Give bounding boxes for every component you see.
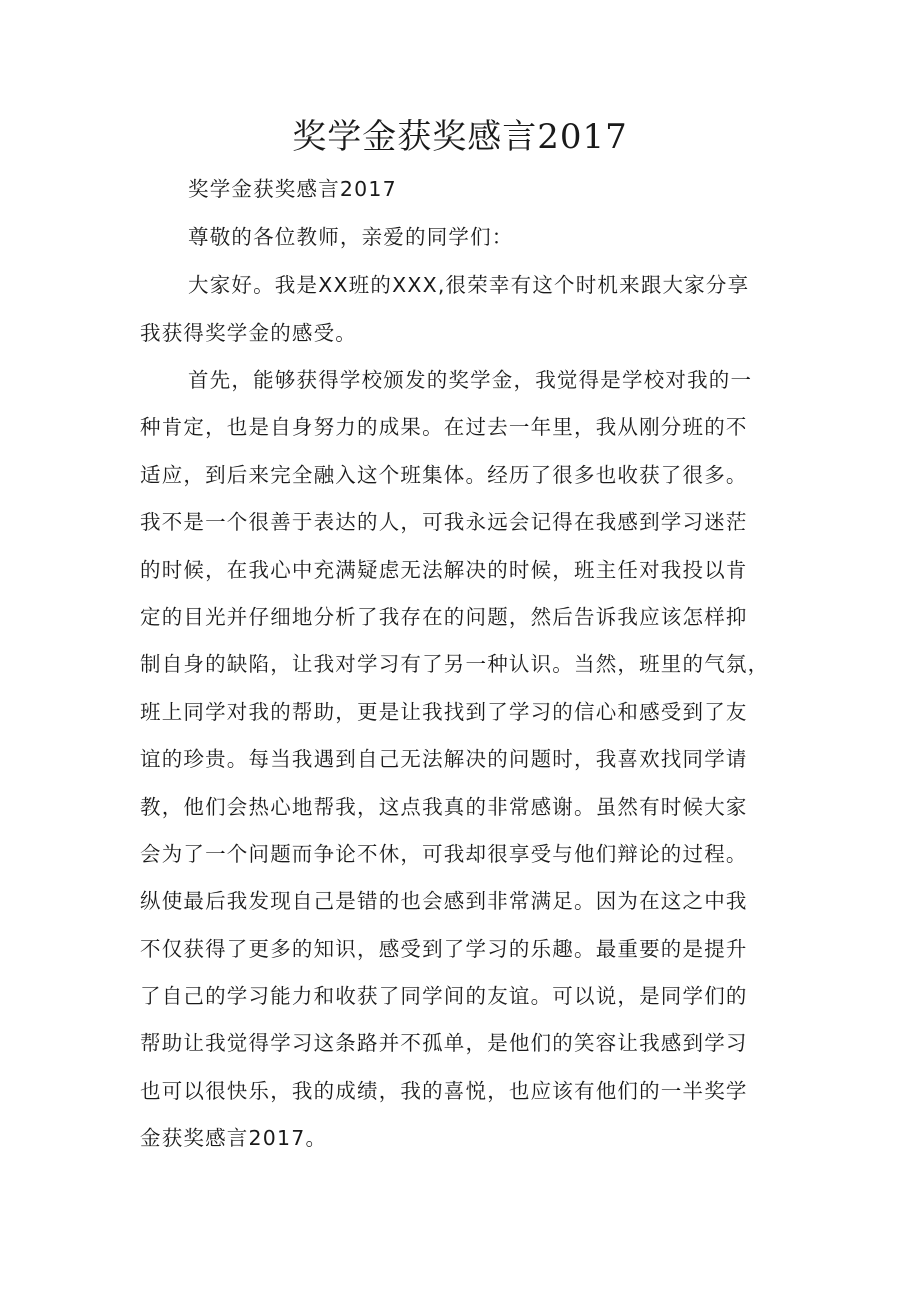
paragraph-line: 定的目光并仔细地分析了我存在的问题，然后告诉我应该怎样抑: [140, 604, 748, 629]
paragraph-line: 教，他们会热心地帮我，这点我真的非常感谢。虽然有时候大家: [140, 794, 748, 819]
paragraph-line: 我获得奖学金的感受。: [140, 320, 357, 345]
salutation-line: 尊敬的各位教师，亲爱的同学们：: [188, 225, 514, 249]
paragraph-line: 种肯定，也是自身努力的成果。在过去一年里，我从刚分班的不: [140, 415, 748, 440]
document-title: 奖学金获奖感言2017: [292, 117, 628, 157]
paragraph-line: 金获奖感言2017。: [140, 1126, 328, 1151]
subtitle-line: 奖学金获奖感言2017: [188, 177, 397, 201]
paragraph-line: 不仅获得了更多的知识，感受到了学习的乐趣。最重要的是提升: [140, 936, 748, 961]
paragraph-line: 谊的珍贵。每当我遇到自己无法解决的问题时，我喜欢找同学请: [140, 747, 748, 772]
body-paragraph: [140, 357, 792, 1163]
paragraph-line: 大家好。我是XX班的XXX,很荣幸有这个时机来跟大家分享: [188, 273, 750, 297]
paragraph-line: 我不是一个很善于表达的人，可我永远会记得在我感到学习迷茫: [140, 510, 748, 535]
paragraph-line: 的时候，在我心中充满疑虑无法解决的时候，班主任对我投以肯: [140, 557, 748, 582]
subtitle-paragraph: [140, 166, 840, 214]
paragraph-line: 也可以很快乐，我的成绩，我的喜悦，也应该有他们的一半奖学: [140, 1078, 748, 1103]
paragraph-line: 班上同学对我的帮助，更是让我找到了学习的信心和感受到了友: [140, 699, 748, 724]
salutation-paragraph: [140, 214, 840, 262]
paragraph-line: 帮助让我觉得学习这条路并不孤单，是他们的笑容让我感到学习: [140, 1031, 748, 1056]
paragraph-line: 适应，到后来完全融入这个班集体。经历了很多也收获了很多。: [140, 462, 748, 487]
paragraph-line: 制自身的缺陷，让我对学习有了另一种认识。当然，班里的气氛，: [140, 652, 770, 677]
paragraph-line: 会为了一个问题而争论不休，可我却很享受与他们辩论的过程。: [140, 841, 748, 866]
paragraph-line: 纵使最后我发现自己是错的也会感到非常满足。因为在这之中我: [140, 889, 748, 914]
paragraph-line: 了自己的学习能力和收获了同学间的友谊。可以说，是同学们的: [140, 984, 748, 1009]
paragraph-line: 首先，能够获得学校颁发的奖学金，我觉得是学校对我的一: [188, 368, 753, 392]
intro-paragraph: [140, 262, 792, 357]
